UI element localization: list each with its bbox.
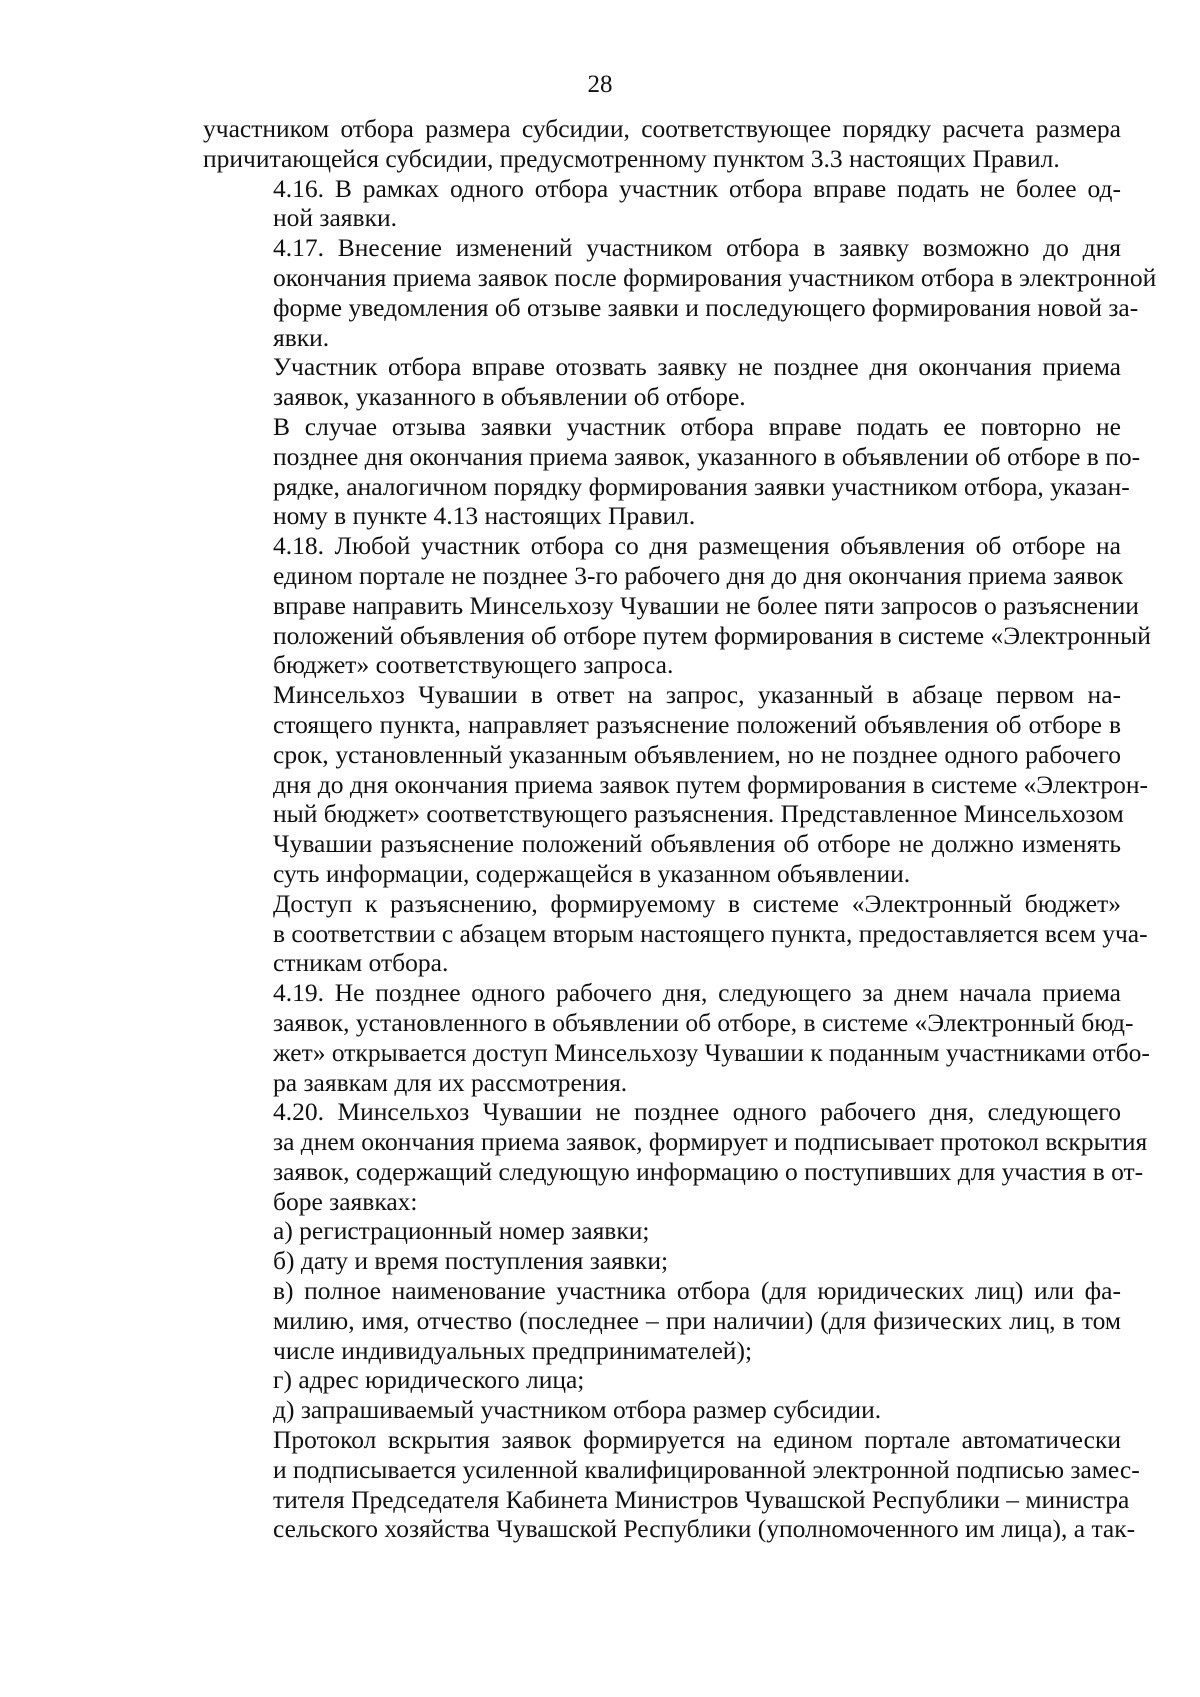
text-line: Чувашии разъяснение положений объявления об отборе не должно изменять	[273, 829, 1121, 859]
text-line: участником отбора размера субсидии, соответствующее порядку расчета размера	[203, 114, 1121, 143]
text-line: в) полное наименование участника отбора (для юридических лиц) или фа-	[273, 1276, 1121, 1306]
text-line: 4.18. Любой участник отбора со дня размещения объявления об отборе на	[273, 531, 1121, 561]
paragraph	[203, 1425, 1140, 1544]
paragraph	[203, 114, 1121, 174]
text-line: причитающейся субсидии, предусмотренному пунктом 3.3 настоящих Правил.	[203, 143, 1060, 173]
text-line: Доступ к разъяснению, формируемому в системе «Электронный бюджет»	[273, 888, 1121, 918]
text-line: срок, установленный указанным объявлением, но не позднее одного рабочего	[273, 739, 1121, 769]
text-line: за днем окончания приема заявок, формирует и подписывает протокол вскрытия	[273, 1127, 1148, 1157]
text-line: заявок, установленного в объявлении об отборе, в системе «Электронный бюд-	[273, 1007, 1134, 1037]
text-line: ной заявки.	[273, 203, 397, 233]
text-line: боре заявках:	[273, 1186, 418, 1216]
text-line: едином портале не позднее 3-го рабочего дня до дня окончания приема заявок	[273, 560, 1124, 590]
paragraph	[203, 1097, 1148, 1216]
text-line: сельского хозяйства Чувашской Республики (уполномоченного им лица), а так-	[273, 1514, 1136, 1544]
document-body	[203, 114, 1157, 1544]
text-line: стоящего пункта, направляет разъяснение положений объявления об отборе в	[273, 709, 1121, 739]
text-line: окончания приема заявок после формирования участником отбора в электронной	[273, 262, 1157, 292]
text-line: и подписывается усиленной квалифицированной электронной подписью замес-	[273, 1454, 1140, 1484]
page-number: 28	[587, 71, 613, 98]
paragraph	[203, 233, 1157, 352]
text-line: суть информации, содержащейся в указанном объявлении.	[273, 858, 911, 888]
text-line: Протокол вскрытия заявок формируется на едином портале автоматически	[273, 1425, 1121, 1455]
paragraph	[203, 1395, 1121, 1425]
paragraph	[203, 174, 1121, 234]
paragraph	[203, 1276, 1121, 1365]
text-line: 4.19. Не позднее одного рабочего дня, следующего за днем начала приема	[273, 978, 1121, 1008]
text-line: Участник отбора вправе отозвать заявку не позднее дня окончания приема	[273, 352, 1121, 382]
text-line: В случае отзыва заявки участник отбора вправе подать ее повторно не	[273, 411, 1121, 441]
paragraph	[203, 888, 1148, 978]
paragraph	[203, 411, 1141, 531]
text-line: ра заявкам для их рассмотрения.	[273, 1067, 628, 1097]
text-line: д) запрашиваемый участником отбора размер субсидии.	[273, 1395, 882, 1425]
paragraph	[203, 531, 1151, 680]
text-line: числе индивидуальных предпринимателей);	[273, 1335, 753, 1365]
paragraph	[203, 352, 1121, 412]
text-line: г) адрес юридического лица;	[273, 1365, 585, 1395]
text-line: заявок, указанного в объявлении об отборе.	[273, 382, 746, 412]
paragraph	[203, 680, 1148, 889]
text-line: ный бюджет» соответствующего разъяснения. Представленное Минсельхозом	[273, 799, 1124, 829]
text-line: в соответствии с абзацем вторым настоящего пункта, предоставляется всем уча-	[273, 918, 1148, 948]
paragraph	[203, 1246, 1121, 1276]
text-line: жет» открывается доступ Минсельхозу Чувашии к поданным участниками отбо-	[273, 1037, 1150, 1067]
text-line: стникам отбора.	[273, 948, 449, 978]
text-line: рядке, аналогичном порядку формирования заявки участником отбора, указан-	[273, 471, 1130, 501]
text-line: бюджет» соответствующего запроса.	[273, 650, 674, 680]
paragraph	[203, 1216, 1121, 1246]
text-line: заявок, содержащий следующую информацию о поступивших для участия в от-	[273, 1156, 1144, 1186]
text-line: 4.16. В рамках одного отбора участник отбора вправе подать не более од-	[273, 173, 1121, 203]
text-line: тителя Председателя Кабинета Министров Чувашской Республики – министра	[273, 1484, 1130, 1514]
text-line: Минсельхоз Чувашии в ответ на запрос, указанный в абзаце первом на-	[273, 680, 1121, 710]
text-line: а) регистрационный номер заявки;	[273, 1216, 650, 1246]
text-line: форме уведомления об отзыве заявки и последующего формирования новой за-	[273, 292, 1139, 322]
text-line: б) дату и время поступления заявки;	[273, 1246, 669, 1276]
text-line: милию, имя, отчество (последнее – при наличии) (для физических лиц, в том	[273, 1305, 1121, 1335]
text-line: дня до дня окончания приема заявок путем формирования в системе «Электрон-	[273, 769, 1148, 799]
paragraph	[203, 978, 1150, 1097]
text-line: 4.17. Внесение изменений участником отбора в заявку возможно до дня	[273, 233, 1121, 263]
text-line: вправе направить Минсельхозу Чувашии не более пяти запросов о разъяснении	[273, 590, 1139, 620]
text-line: ному в пункте 4.13 настоящих Правил.	[273, 501, 696, 531]
text-line: явки.	[273, 322, 330, 352]
text-line: положений объявления об отборе путем формирования в системе «Электронный	[273, 620, 1151, 650]
text-line: 4.20. Минсельхоз Чувашии не позднее одного рабочего дня, следующего	[273, 1097, 1121, 1127]
paragraph	[203, 1365, 1121, 1395]
text-line: позднее дня окончания приема заявок, указанного в объявлении об отборе в по-	[273, 441, 1141, 471]
